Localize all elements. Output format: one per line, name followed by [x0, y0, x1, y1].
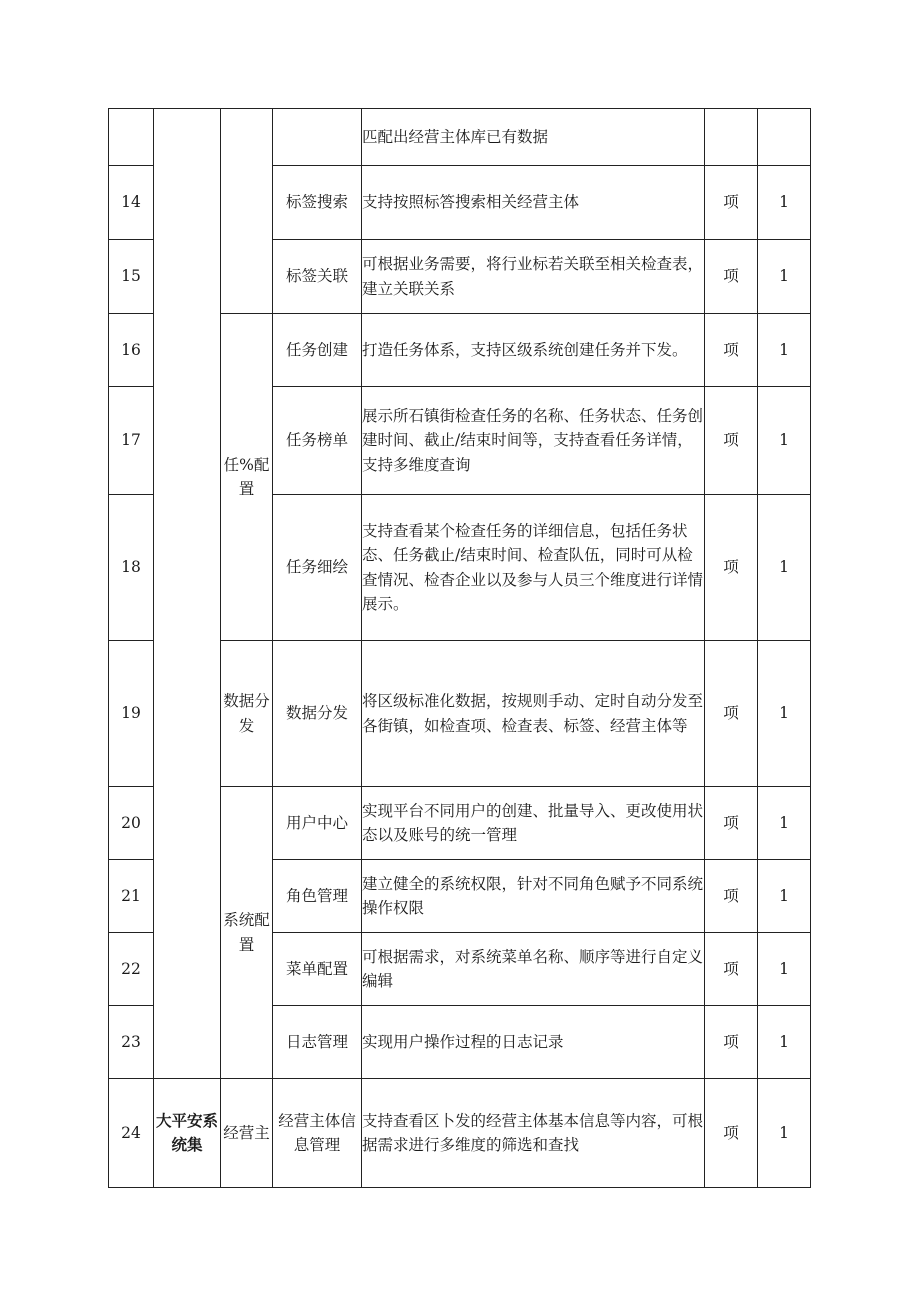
quantity: 1	[758, 787, 811, 860]
function-name: 任务细绘	[273, 495, 362, 641]
unit	[705, 109, 758, 166]
unit: 项	[705, 641, 758, 787]
unit: 项	[705, 1079, 758, 1188]
row-number: 20	[109, 787, 154, 860]
function-name	[273, 109, 362, 166]
quantity: 1	[758, 641, 811, 787]
row-number: 21	[109, 860, 154, 933]
row-number: 16	[109, 314, 154, 387]
row-number: 23	[109, 1006, 154, 1079]
quantity: 1	[758, 860, 811, 933]
module-task-config: 任%配置	[221, 314, 273, 641]
unit: 项	[705, 1006, 758, 1079]
quantity: 1	[758, 387, 811, 495]
row-number: 24	[109, 1079, 154, 1188]
function-name: 角色管理	[273, 860, 362, 933]
module-cell	[221, 109, 273, 314]
function-description: 支持查看区卜发的经营主体基本信息等内容，可根据需求进行多维度的筛选和查找	[362, 1079, 705, 1188]
row-number: 18	[109, 495, 154, 641]
function-name: 任务榜单	[273, 387, 362, 495]
function-description: 匹配出经营主体库已有数据	[362, 109, 705, 166]
table-row	[109, 1079, 811, 1188]
function-description: 建立健全的系统权限，针对不同角色赋予不同系统操作权限	[362, 860, 705, 933]
row-number: 19	[109, 641, 154, 787]
quantity: 1	[758, 314, 811, 387]
function-name: 菜单配置	[273, 933, 362, 1006]
quantity: 1	[758, 1006, 811, 1079]
function-description: 实现平台不同用户的创建、批量导入、更改使用状态以及账号的统一管理	[362, 787, 705, 860]
quantity: 1	[758, 933, 811, 1006]
row-number: 17	[109, 387, 154, 495]
function-description: 将区级标准化数据，按规则手动、定时自动分发至各街镇，如检查项、检查表、标签、经营主体等	[362, 641, 705, 787]
unit: 项	[705, 240, 758, 314]
quantity: 1	[758, 495, 811, 641]
module-data-distribution: 数据分发	[221, 641, 273, 787]
module-system-config: 系统配置	[221, 787, 273, 1079]
unit: 项	[705, 314, 758, 387]
function-name: 数据分发	[273, 641, 362, 787]
unit: 项	[705, 387, 758, 495]
function-name: 日志管理	[273, 1006, 362, 1079]
unit: 项	[705, 166, 758, 240]
function-name: 任务创建	[273, 314, 362, 387]
function-description: 支持按照标答搜索相关经营主体	[362, 166, 705, 240]
unit: 项	[705, 787, 758, 860]
row-number: 22	[109, 933, 154, 1006]
quantity	[758, 109, 811, 166]
row-number	[109, 109, 154, 166]
function-name: 标签搜索	[273, 166, 362, 240]
table-row	[109, 109, 811, 166]
system-cell	[154, 109, 221, 1079]
unit: 项	[705, 860, 758, 933]
row-number: 15	[109, 240, 154, 314]
row-number: 14	[109, 166, 154, 240]
function-description: 展示所石镇街检查任务的名称、任务状态、任务创建时间、截止/结束时间等，支持查看任务详情，支持多维度查询	[362, 387, 705, 495]
system-name-cell: 大平安系统集	[154, 1079, 221, 1188]
function-name: 标签关联	[273, 240, 362, 314]
unit: 项	[705, 495, 758, 641]
quantity: 1	[758, 166, 811, 240]
function-description: 可根据业务需要，将行业标若关联至相关检查表，建立关联关系	[362, 240, 705, 314]
unit: 项	[705, 933, 758, 1006]
function-description: 可根据需求，对系统菜单名称、顺序等进行自定义编辑	[362, 933, 705, 1006]
function-name: 用户中心	[273, 787, 362, 860]
quantity: 1	[758, 1079, 811, 1188]
spec-table	[108, 108, 811, 1188]
module-business-entity: 经营主	[221, 1079, 273, 1188]
quantity: 1	[758, 240, 811, 314]
function-name: 经营主体信息管理	[273, 1079, 362, 1188]
function-description: 支持查看某个检查任务的详细信息，包括任务状态、任务截止/结束时间、检查队伍，同时可从检查情况、检杳企业以及参与人员三个维度进行详情展示。	[362, 495, 705, 641]
function-description: 打造任务体系，支持区级系统创建任务并下发。	[362, 314, 705, 387]
function-description: 实现用户操作过程的日志记录	[362, 1006, 705, 1079]
